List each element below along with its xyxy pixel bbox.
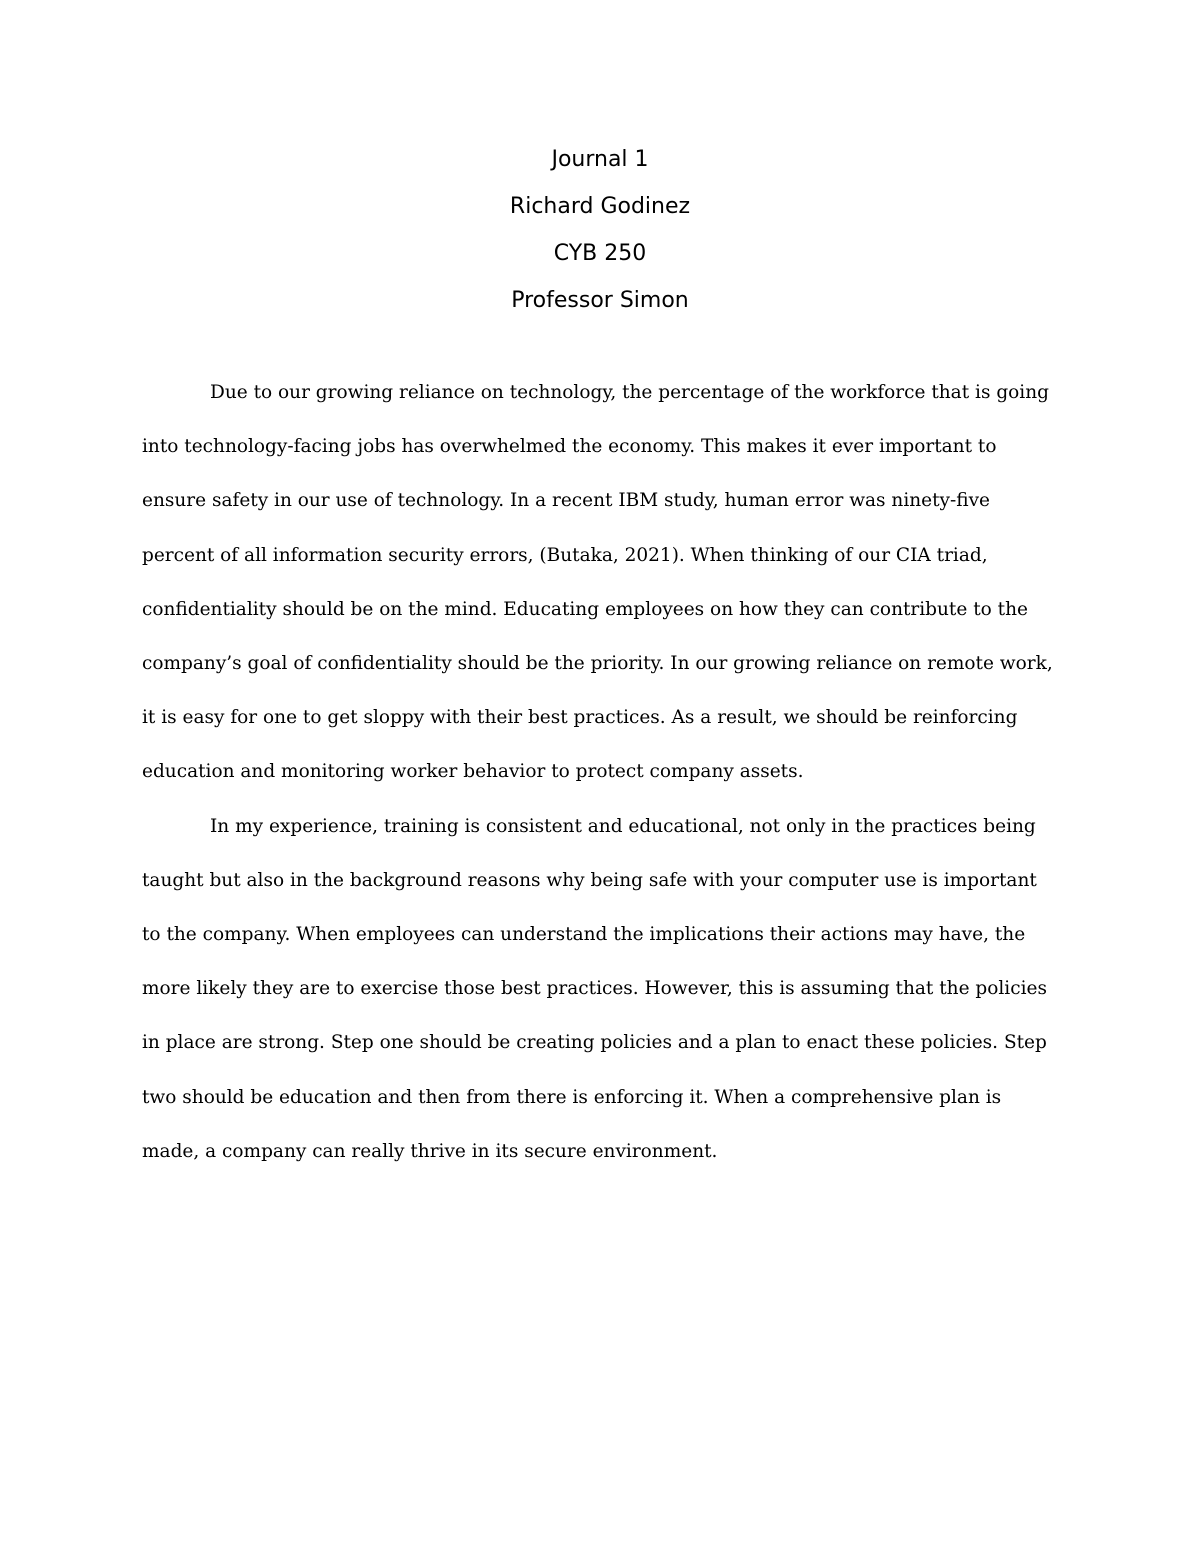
instructor-name: Professor Simon xyxy=(511,288,689,313)
course-name: CYB 250 xyxy=(553,241,647,266)
document-title: Journal 1 xyxy=(551,147,649,172)
title-block xyxy=(0,136,1200,324)
paragraph-2: In my experience, training is consistent and educational, not only in the practices being taught but also in the background reasons why being safe with your computer use is important to the company. When employees can understand the implications their actions may have, the more likely they are to exercise those best practices. However, this is assuming that the policies in place are strong. Step one should be creating policies and a plan to enact these policies. Step two should be education and then from there is enforcing it. When a comprehensive plan is made, a company can really thrive in its secure environment. xyxy=(142,815,1047,1162)
author-name: Richard Godinez xyxy=(509,194,691,219)
document-body xyxy=(142,366,1060,1179)
paragraph-1: Due to our growing reliance on technology, the percentage of the workforce that is going into technology-facing jobs has overwhelmed the economy. This makes it ever important to ensure safety in our use of technology. In a recent IBM study, human error was ninety-five percent of all information security errors, (Butaka, 2021). When thinking of our CIA triad, confidentiality should be on the mind. Educating employees on how they can contribute to the company’s goal of confidentiality should be the priority. In our growing reliance on remote work, it is easy for one to get sloppy with their best practices. As a result, we should be reinforcing education and monitoring worker behavior to protect company assets. xyxy=(142,382,1053,783)
